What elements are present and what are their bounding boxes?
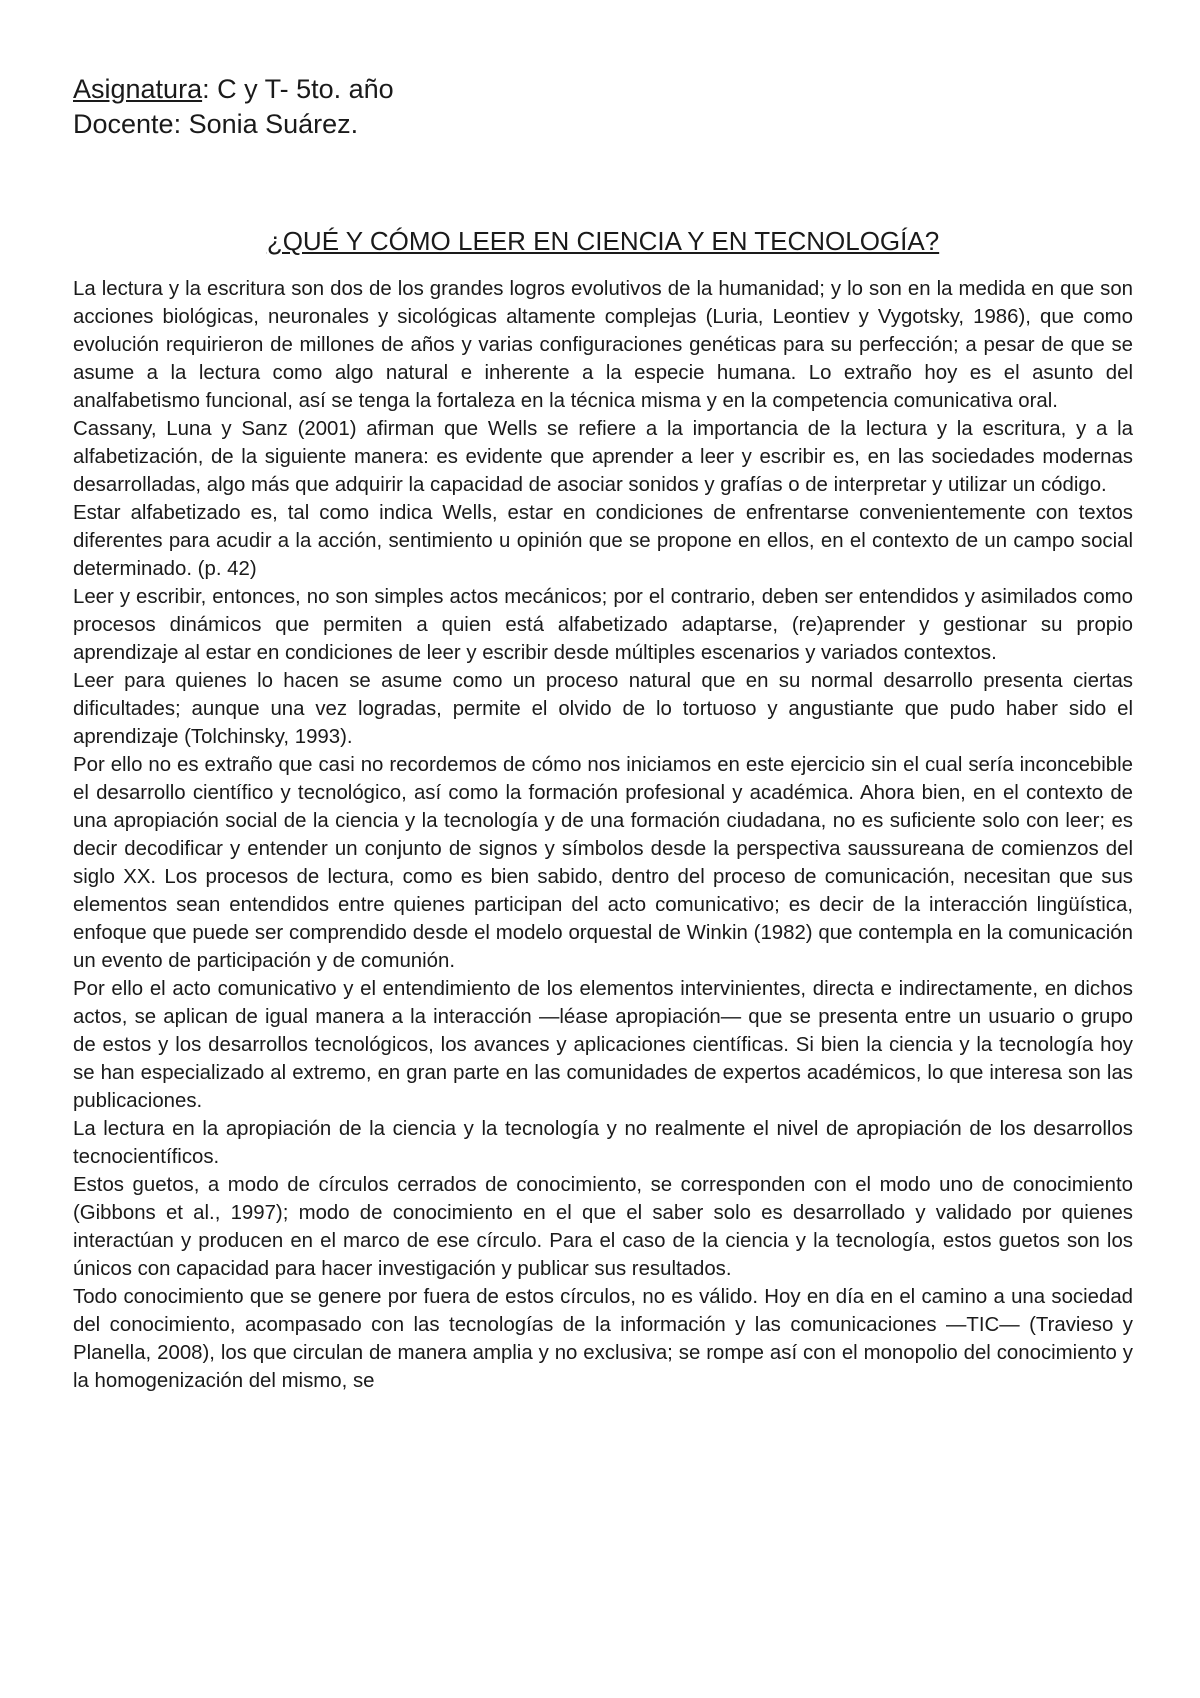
document-body	[73, 275, 1133, 1395]
paragraph: Estos guetos, a modo de círculos cerrados de conocimiento, se corresponden con el modo uno de conocimiento (Gibbons et al., 1997); modo de conocimiento en el que el saber solo es desarrollado y validado por quienes interactúan y producen en el marco de ese círculo. Para el caso de la ciencia y la tecnología, estos guetos son los únicos con capacidad para hacer investigación y publicar sus resultados.	[73, 1174, 1133, 1280]
document-title: ¿QUÉ Y CÓMO LEER EN CIENCIA Y EN TECNOLOGÍA?	[266, 226, 940, 256]
paragraph: La lectura en la apropiación de la ciencia y la tecnología y no realmente el nivel de apropiación de los desarrollos tecnocientíficos.	[73, 1118, 1133, 1168]
subject-value: : C y T- 5to. año	[202, 74, 394, 104]
paragraph: Por ello el acto comunicativo y el entendimiento de los elementos intervinientes, directa e indirectamente, en dichos actos, se aplican de igual manera a la interacción —léase apropiación— que se presenta entre un usuario o grupo de estos y los desarrollos tecnológicos, los avances y aplicaciones científicas. Si bien la ciencia y la tecnología hoy se han especializado al extremo, en gran parte en las comunidades de expertos académicos, lo que interesa son las publicaciones.	[73, 978, 1133, 1112]
subject-label: Asignatura	[73, 74, 203, 104]
paragraph: Todo conocimiento que se genere por fuera de estos círculos, no es válido. Hoy en día en el camino a una sociedad del conocimiento, acompasado con las tecnologías de la información y las comunicaciones —TIC— (Travieso y Planella, 2008), los que circulan de manera amplia y no exclusiva; se rompe así con el monopolio del conocimiento y la homogenización del mismo, se	[73, 1286, 1133, 1392]
subject-line	[73, 72, 1133, 107]
paragraph: Por ello no es extraño que casi no recordemos de cómo nos iniciamos en este ejercicio sin el cual sería inconcebible el desarrollo científico y tecnológico, así como la formación profesional y académica. Ahora bien, en el contexto de una apropiación social de la ciencia y la tecnología y de una formación ciudadana, no es suficiente solo con leer; es decir decodificar y entender un conjunto de signos y símbolos desde la perspectiva saussureana de comienzos del siglo XX. Los procesos de lectura, como es bien sabido, dentro del proceso de comunicación, necesitan que sus elementos sean entendidos entre quienes participan del acto comunicativo; es decir de la interacción lingüística, enfoque que puede ser comprendido desde el modelo orquestal de Winkin (1982) que contempla en la comunicación un evento de participación y de comunión.	[73, 754, 1133, 972]
paragraph: Estar alfabetizado es, tal como indica Wells, estar en condiciones de enfrentarse convenientemente con textos diferentes para acudir a la acción, sentimiento u opinión que se propone en ellos, en el contexto de un campo social determinado. (p. 42)	[73, 502, 1133, 580]
document-page	[73, 72, 1133, 1395]
paragraph: Leer y escribir, entonces, no son simples actos mecánicos; por el contrario, deben ser entendidos y asimilados como procesos dinámicos que permiten a quien está alfabetizado adaptarse, (re)aprender y gestionar su propio aprendizaje al estar en condiciones de leer y escribir desde múltiples escenarios y variados contextos.	[73, 586, 1133, 664]
paragraph: Cassany, Luna y Sanz (2001) afirman que Wells se refiere a la importancia de la lectura y la escritura, y a la alfabetización, de la siguiente manera: es evidente que aprender a leer y escribir es, en las sociedades modernas desarrolladas, algo más que adquirir la capacidad de asociar sonidos y grafías o de interpretar y utilizar un código.	[73, 418, 1133, 496]
paragraph: Leer para quienes lo hacen se asume como un proceso natural que en su normal desarrollo presenta ciertas dificultades; aunque una vez logradas, permite el olvido de lo tortuoso y angustiante que pudo haber sido el aprendizaje (Tolchinsky, 1993).	[73, 670, 1133, 748]
paragraph: La lectura y la escritura son dos de los grandes logros evolutivos de la humanidad; y lo son en la medida en que son acciones biológicas, neuronales y sicológicas altamente complejas (Luria, Leontiev y Vygotsky, 1986), que como evolución requirieron de millones de años y varias configuraciones genéticas para su perfección; a pesar de que se asume a la lectura como algo natural e inherente a la especie humana. Lo extraño hoy es el asunto del analfabetismo funcional, así se tenga la fortaleza en la técnica misma y en la competencia comunicativa oral.	[73, 278, 1133, 412]
teacher-line: Docente: Sonia Suárez.	[73, 109, 359, 139]
